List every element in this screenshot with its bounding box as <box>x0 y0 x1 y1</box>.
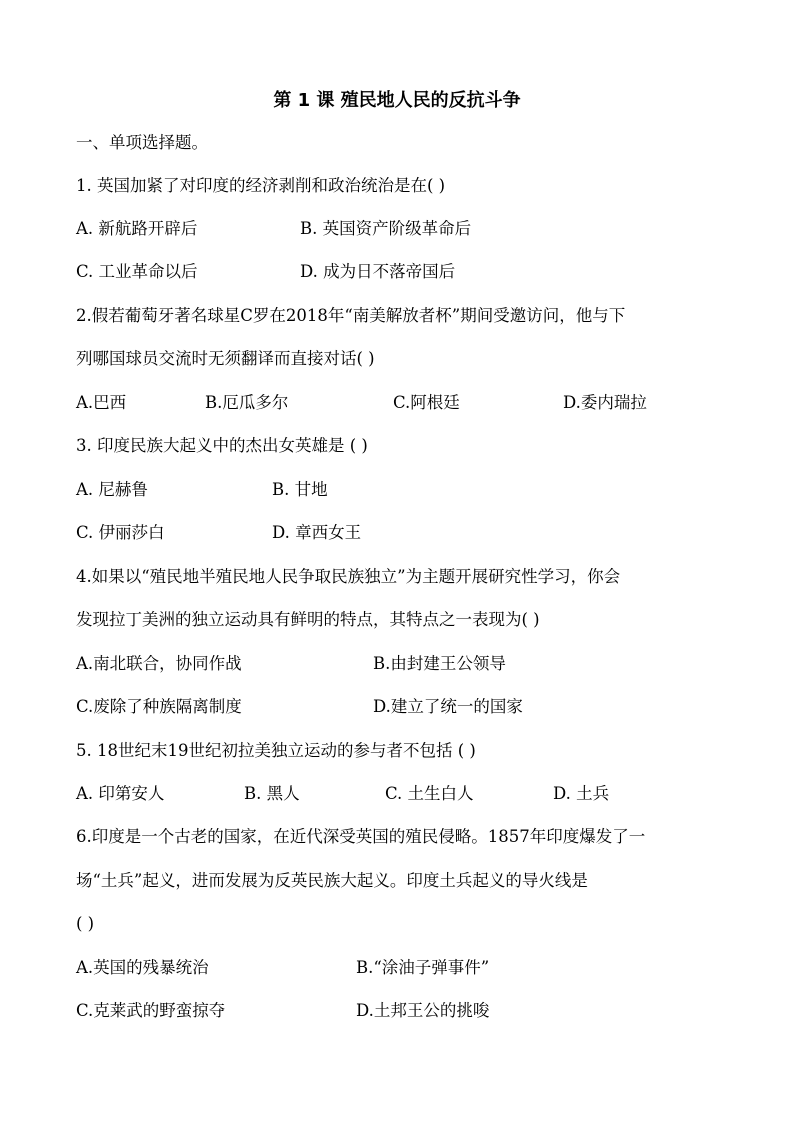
question-6-option-a: A.英国的残暴统治 <box>76 958 209 977</box>
question-3-option-b: B. 甘地 <box>272 480 328 499</box>
page-title: 第 1 课 殖民地人民的反抗斗争 <box>273 90 521 111</box>
question-3-option-a: A. 尼赫鲁 <box>76 480 148 499</box>
question-1-option-d: D. 成为日不落帝国后 <box>300 262 456 281</box>
question-3-option-d: D. 章西女王 <box>272 523 362 542</box>
question-4-option-d: D.建立了统一的国家 <box>373 697 523 716</box>
question-3-stem: 3. 印度民族大起义中的杰出女英雄是 ( ) <box>76 436 368 455</box>
question-5-option-c: C. 土生白人 <box>385 784 474 803</box>
question-1-option-a: A. 新航路开辟后 <box>76 219 198 238</box>
question-6-stem-line-1: 6.印度是一个古老的国家，在近代深受英国的殖民侵略。1857年印度爆发了一 <box>76 827 646 846</box>
question-2-option-a: A.巴西 <box>76 393 127 412</box>
question-2-option-c: C.阿根廷 <box>393 393 460 412</box>
question-4-option-a: A.南北联合，协同作战 <box>76 654 242 673</box>
question-4-stem-line-1: 4.如果以“殖民地半殖民地人民争取民族独立”为主题开展研究性学习，你会 <box>76 567 621 586</box>
section-heading: 一、单项选择题。 <box>76 133 208 152</box>
question-3-option-c: C. 伊丽莎白 <box>76 523 165 542</box>
question-6-stem-line-3: ( ) <box>76 914 95 933</box>
question-5-stem: 5. 18世纪末19世纪初拉美独立运动的参与者不包括 ( ) <box>76 741 476 760</box>
question-4-option-b: B.由封建王公领导 <box>373 654 506 673</box>
question-6-option-b: B.“涂油子弹事件” <box>356 958 490 977</box>
question-1-option-c: C. 工业革命以后 <box>76 262 198 281</box>
question-5-option-d: D. 土兵 <box>553 784 610 803</box>
question-2-option-b: B.厄瓜多尔 <box>205 393 289 412</box>
question-2-stem-line-2: 列哪国球员交流时无须翻译而直接对话( ) <box>76 349 375 368</box>
question-4-option-c: C.废除了种族隔离制度 <box>76 697 242 716</box>
question-6-option-c: C.克莱武的野蛮掠夺 <box>76 1001 226 1020</box>
question-6-stem-line-2: 场“土兵”起义，进而发展为反英民族大起义。印度土兵起义的导火线是 <box>76 871 588 890</box>
question-2-stem-line-1: 2.假若葡萄牙著名球星C罗在2018年“南美解放者杯”期间受邀访问，他与下 <box>76 306 626 325</box>
question-6-option-d: D.土邦王公的挑唆 <box>356 1001 490 1020</box>
question-5-option-b: B. 黑人 <box>244 784 300 803</box>
question-1-stem: 1. 英国加紧了对印度的经济剥削和政治统治是在( ) <box>76 176 446 195</box>
question-2-option-d: D.委内瑞拉 <box>563 393 647 412</box>
question-4-stem-line-2: 发现拉丁美洲的独立运动具有鲜明的特点，其特点之一表现为( ) <box>76 610 540 629</box>
question-5-option-a: A. 印第安人 <box>76 784 165 803</box>
question-1-option-b: B. 英国资产阶级革命后 <box>300 219 472 238</box>
